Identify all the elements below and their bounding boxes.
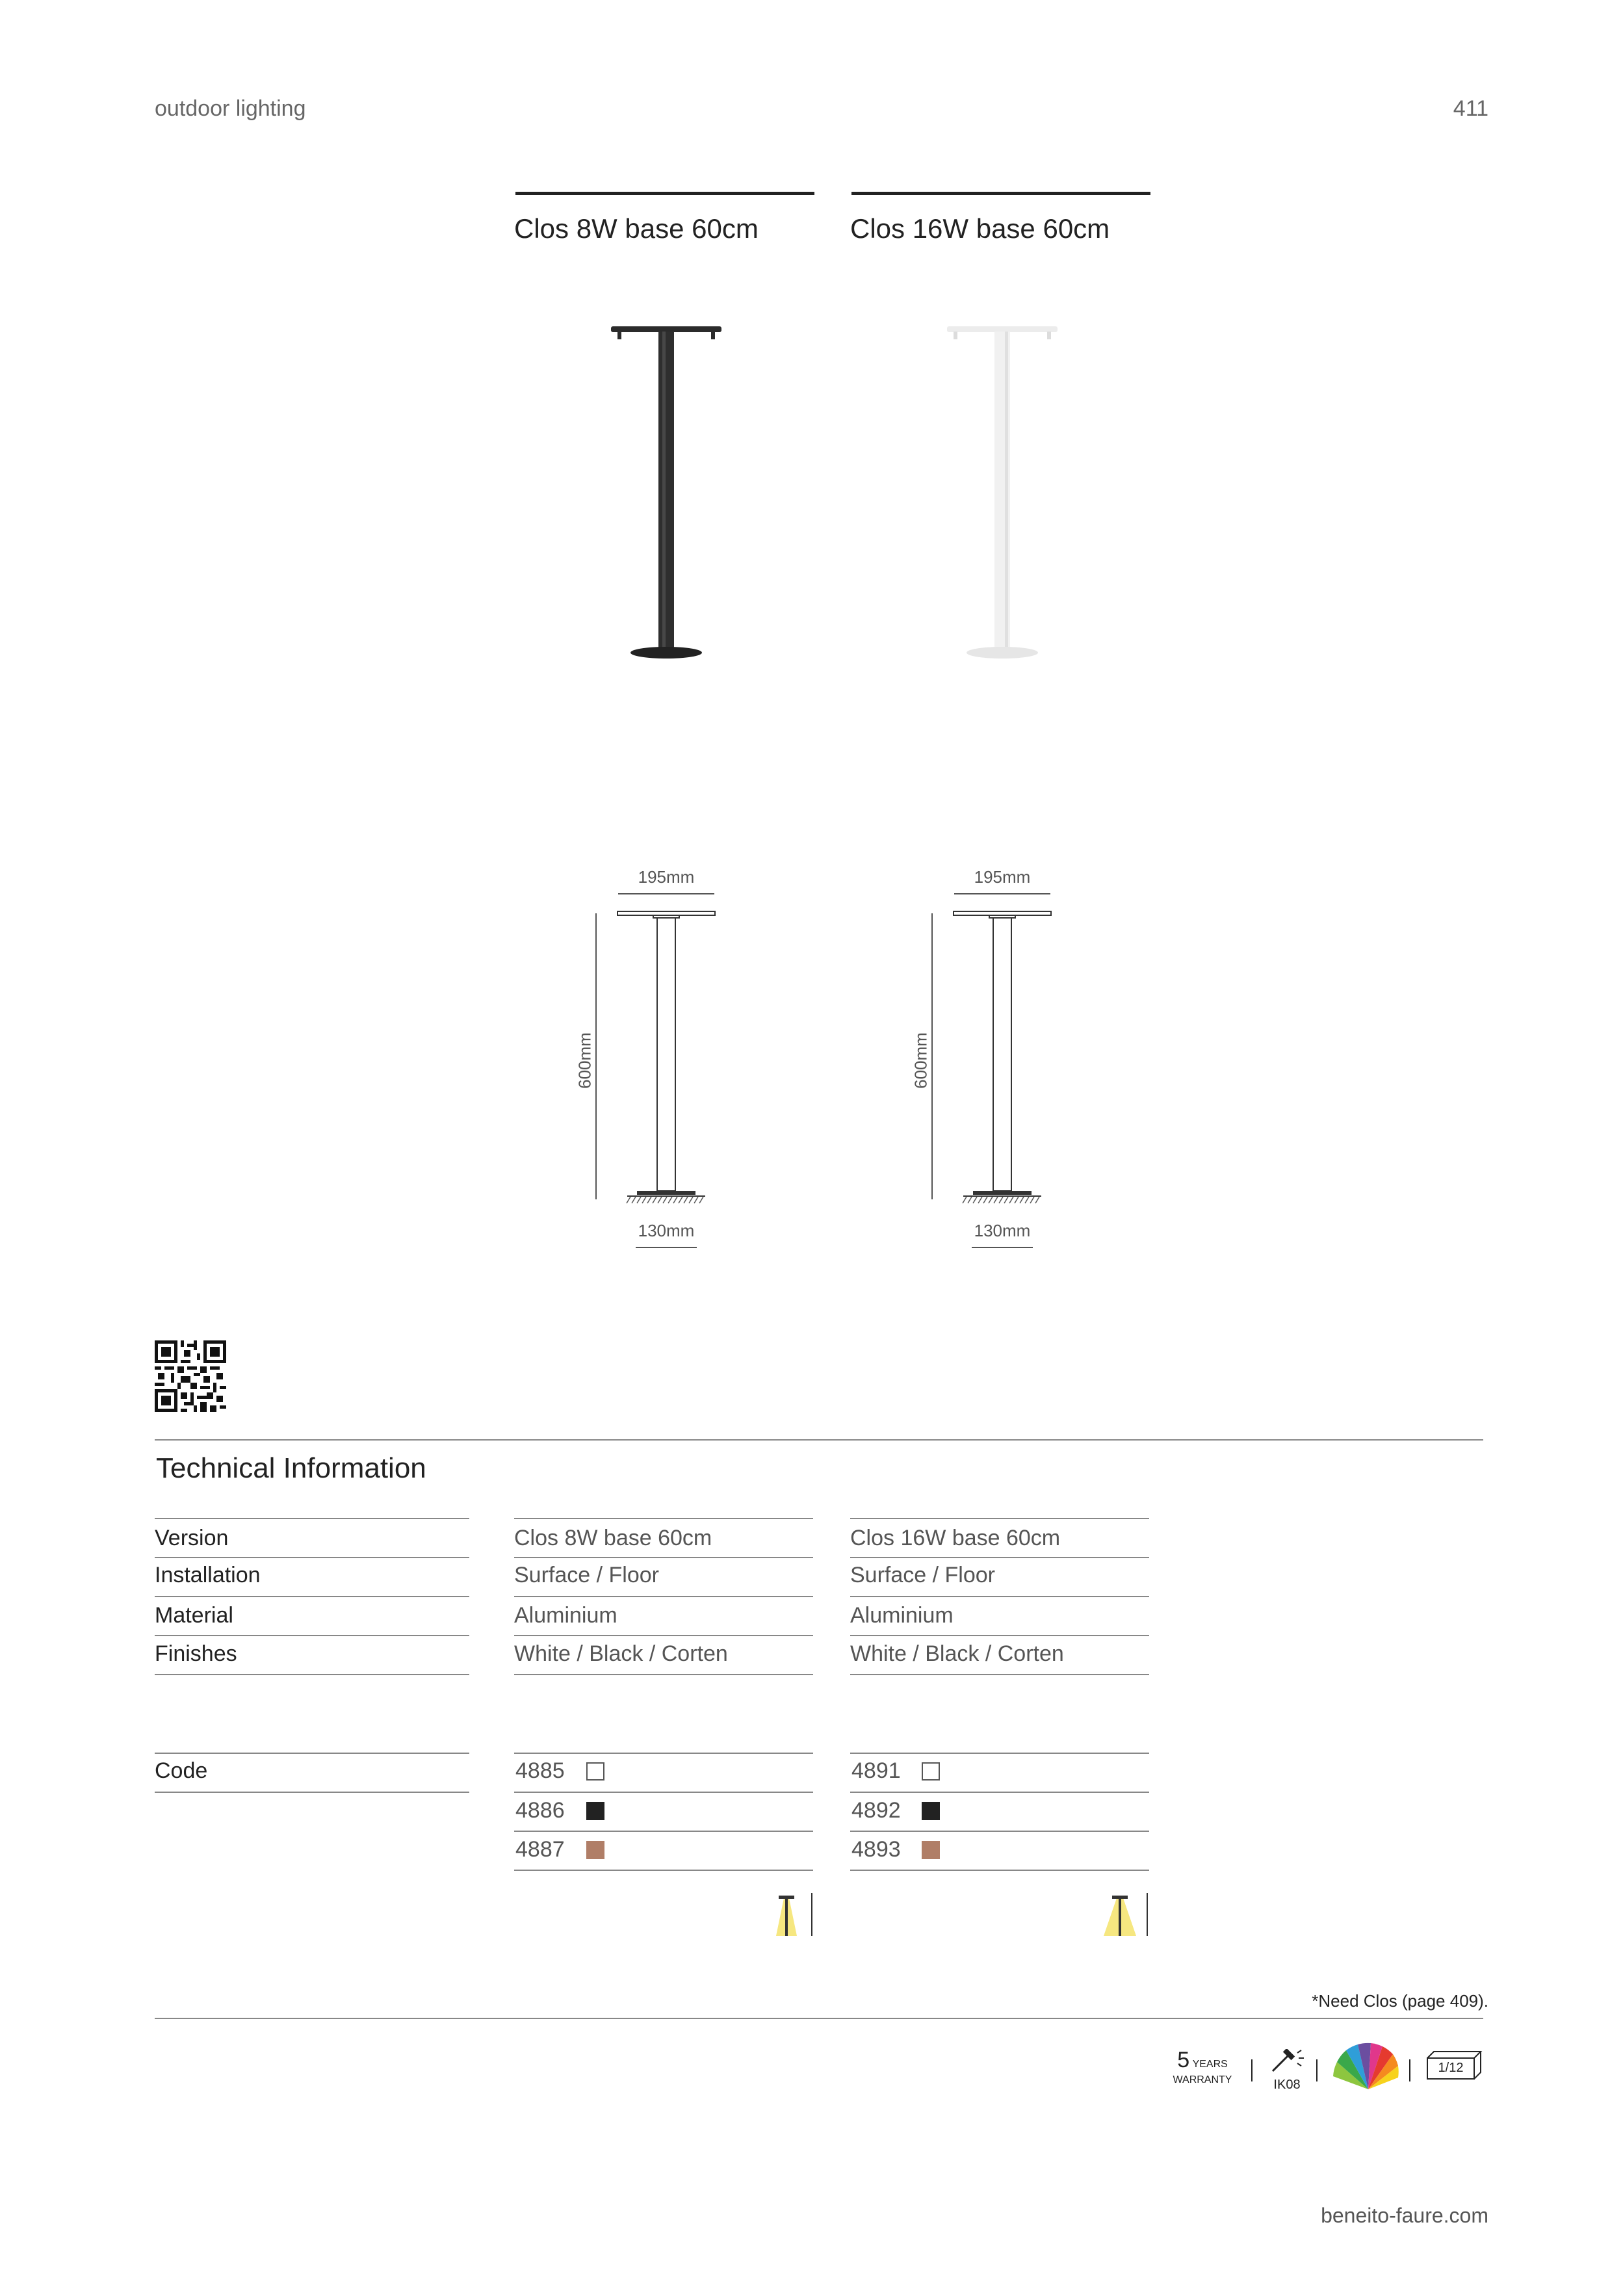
col1-rule bbox=[514, 1674, 813, 1675]
light-distribution-icon bbox=[766, 1892, 815, 1938]
color-fan-icon bbox=[1329, 2041, 1401, 2093]
code-value: 4887 bbox=[515, 1837, 565, 1862]
dim-width-line-2 bbox=[954, 893, 1050, 894]
page-number: 411 bbox=[1453, 96, 1488, 121]
label-rule bbox=[155, 1557, 469, 1558]
dim-height-line-1 bbox=[595, 913, 597, 1199]
col2-installation: Surface / Floor bbox=[850, 1563, 995, 1587]
dim-width-line-1 bbox=[618, 893, 714, 894]
dim-width-2: 195mm bbox=[974, 867, 1031, 887]
col2-rule bbox=[850, 1753, 1149, 1754]
label-material: Material bbox=[155, 1603, 233, 1628]
box-ratio: 1/12 bbox=[1438, 2061, 1464, 2075]
dim-height-line-2 bbox=[931, 913, 933, 1199]
code-value: 4892 bbox=[851, 1798, 901, 1823]
finish-swatch-corten bbox=[922, 1841, 940, 1859]
code-value: 4893 bbox=[851, 1837, 901, 1862]
dim-base-1: 130mm bbox=[638, 1221, 695, 1240]
section-label: outdoor lighting bbox=[155, 96, 306, 121]
finish-swatch-black bbox=[922, 1802, 940, 1820]
dim-base-line-1 bbox=[636, 1247, 697, 1248]
label-finishes: Finishes bbox=[155, 1641, 237, 1666]
ik-rating: IK08 bbox=[1273, 2078, 1301, 2092]
code-value: 4885 bbox=[515, 1758, 565, 1783]
product-rule-1 bbox=[515, 192, 814, 195]
technical-information-title: Technical Information bbox=[156, 1452, 426, 1484]
warranty-years: YEARS bbox=[1192, 2059, 1228, 2070]
code-value: 4886 bbox=[515, 1798, 565, 1823]
dim-width-1: 195mm bbox=[638, 867, 695, 887]
col2-rule bbox=[850, 1831, 1149, 1832]
dim-height-2: 600mm bbox=[911, 1032, 931, 1089]
ik-hammer-icon bbox=[1267, 2049, 1308, 2075]
col2-rule bbox=[850, 1870, 1149, 1871]
col1-rule bbox=[514, 1870, 813, 1871]
label-installation: Installation bbox=[155, 1563, 261, 1587]
col1-rule bbox=[514, 1518, 813, 1519]
website-link[interactable]: beneito-faure.com bbox=[1321, 2204, 1488, 2227]
warranty-number: 5 bbox=[1177, 2048, 1190, 2072]
technical-drawing-1 bbox=[614, 907, 718, 1213]
product-image-black bbox=[604, 319, 728, 663]
product-image-white bbox=[941, 319, 1064, 663]
label-rule bbox=[155, 1635, 469, 1636]
col1-material: Aluminium bbox=[514, 1603, 617, 1628]
finish-swatch-white bbox=[922, 1762, 940, 1781]
badge-divider bbox=[1251, 2059, 1253, 2081]
footer-rule bbox=[155, 2018, 1483, 2019]
finish-swatch-black bbox=[586, 1802, 604, 1820]
product-title-2: Clos 16W base 60cm bbox=[850, 213, 1110, 244]
label-rule bbox=[155, 1753, 469, 1754]
col2-rule bbox=[850, 1557, 1149, 1558]
label-code: Code bbox=[155, 1758, 208, 1783]
col2-version: Clos 16W base 60cm bbox=[850, 1526, 1061, 1550]
badge-divider bbox=[1409, 2059, 1410, 2081]
col1-installation: Surface / Floor bbox=[514, 1563, 659, 1587]
technical-drawing-2 bbox=[950, 907, 1054, 1213]
dim-base-2: 130mm bbox=[974, 1221, 1031, 1240]
label-rule bbox=[155, 1674, 469, 1675]
finish-swatch-corten bbox=[586, 1841, 604, 1859]
col1-rule bbox=[514, 1792, 813, 1793]
product-rule-2 bbox=[851, 192, 1150, 195]
col1-rule bbox=[514, 1557, 813, 1558]
qr-code-icon[interactable] bbox=[155, 1340, 226, 1412]
label-rule bbox=[155, 1596, 469, 1597]
col1-rule bbox=[514, 1635, 813, 1636]
product-title-1: Clos 8W base 60cm bbox=[514, 213, 759, 244]
badge-divider bbox=[1316, 2059, 1318, 2081]
col2-rule bbox=[850, 1596, 1149, 1597]
col2-rule bbox=[850, 1674, 1149, 1675]
col2-rule bbox=[850, 1518, 1149, 1519]
code-value: 4891 bbox=[851, 1758, 901, 1783]
light-distribution-wide-icon bbox=[1098, 1892, 1150, 1938]
label-rule bbox=[155, 1518, 469, 1519]
col1-version: Clos 8W base 60cm bbox=[514, 1526, 712, 1550]
col2-rule bbox=[850, 1792, 1149, 1793]
col1-rule bbox=[514, 1596, 813, 1597]
label-rule bbox=[155, 1792, 469, 1793]
warranty-badge bbox=[1170, 2048, 1235, 2086]
col2-finishes: White / Black / Corten bbox=[850, 1641, 1064, 1666]
finish-swatch-white bbox=[586, 1762, 604, 1781]
section-rule bbox=[155, 1439, 1483, 1441]
dim-base-line-2 bbox=[972, 1247, 1033, 1248]
label-version: Version bbox=[155, 1526, 229, 1550]
col2-rule bbox=[850, 1635, 1149, 1636]
warranty-label: WARRANTY bbox=[1173, 2074, 1232, 2085]
col2-material: Aluminium bbox=[850, 1603, 954, 1628]
col1-rule bbox=[514, 1831, 813, 1832]
dim-height-1: 600mm bbox=[575, 1032, 595, 1089]
footnote: *Need Clos (page 409). bbox=[1312, 1991, 1488, 2011]
col1-finishes: White / Black / Corten bbox=[514, 1641, 728, 1666]
col1-rule bbox=[514, 1753, 813, 1754]
